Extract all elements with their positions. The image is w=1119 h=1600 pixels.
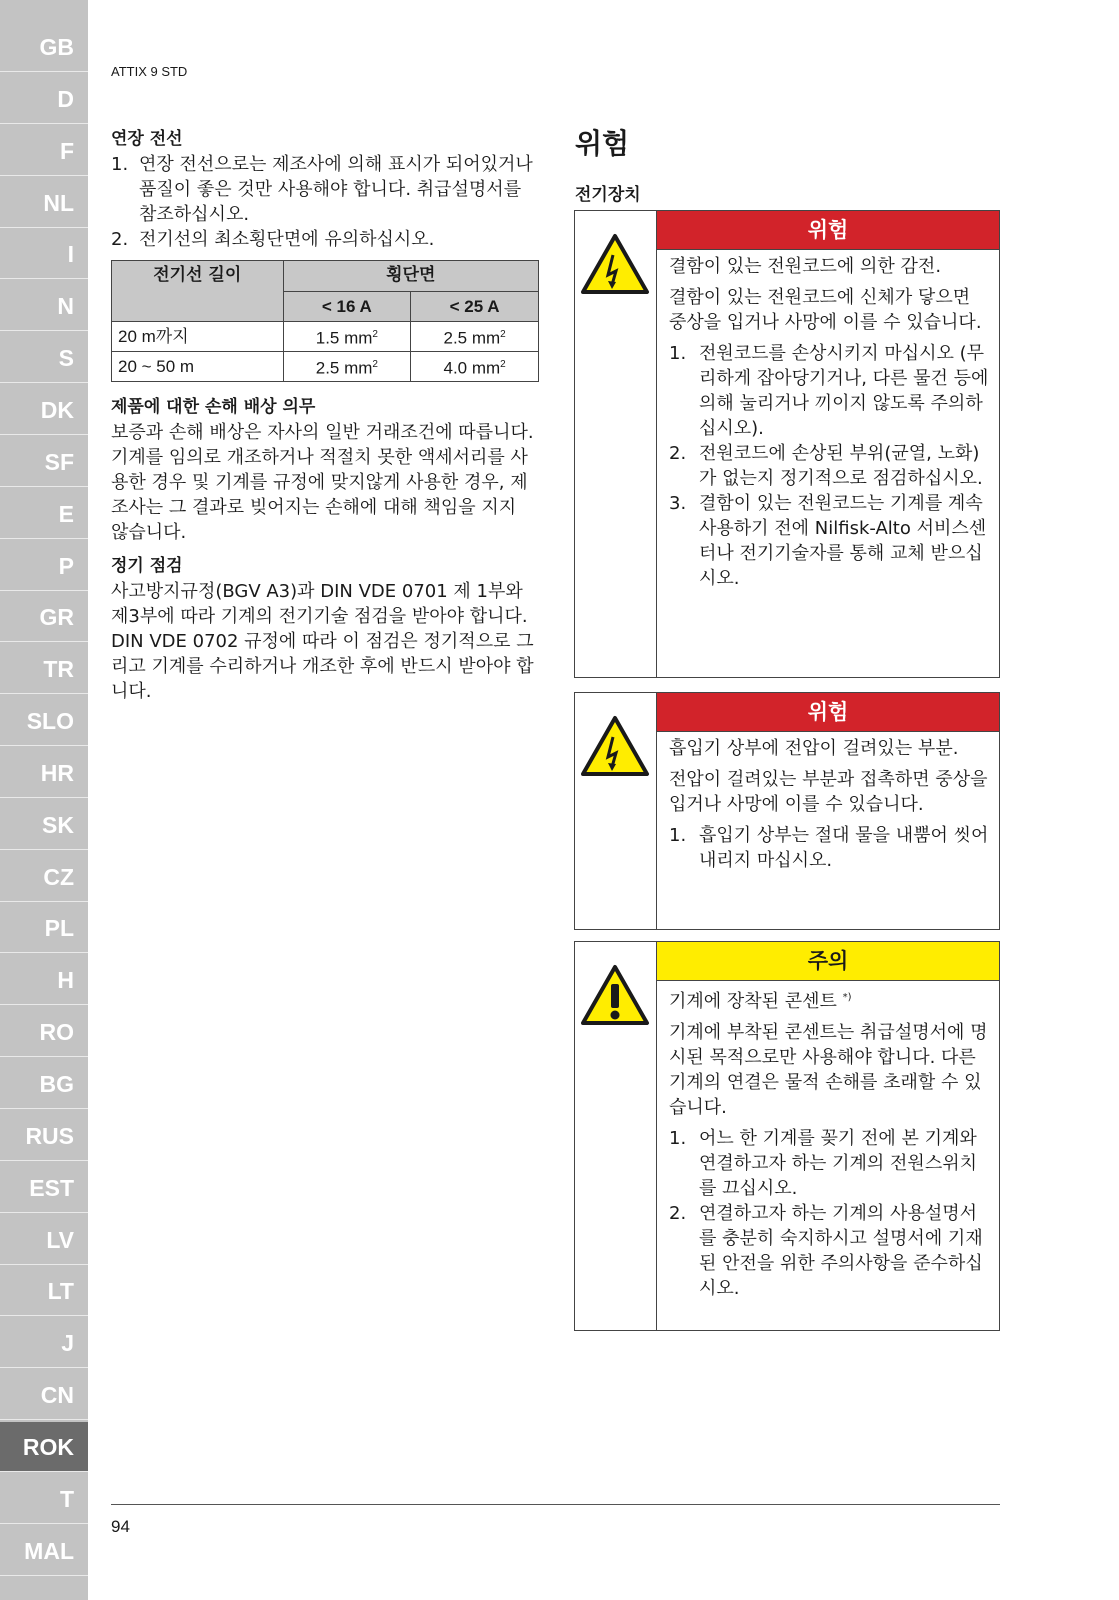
hazard-title: 기계에 장착된 콘센트 *)	[669, 991, 852, 1012]
list-item: 1. 흡입기 상부는 절대 물을 내뿜어 씻어내리지 마십시오.	[669, 825, 989, 871]
liability-text-1: 보증과 손해 배상은 자사의 일반 거래조건에 따릅니다.	[111, 422, 534, 443]
hazard-consequence: 결함이 있는 전원코드에 신체가 닿으면 중상을 입거나 사망에 이를 수 있습니다.	[669, 287, 982, 333]
language-tab-slo[interactable]: SLO	[0, 696, 88, 746]
language-tab-sk[interactable]: SK	[0, 800, 88, 850]
language-tab-est[interactable]: EST	[0, 1163, 88, 1213]
liability-title: 제품에 대한 손해 배상 의무	[111, 397, 316, 417]
language-tab-cz[interactable]: CZ	[0, 852, 88, 902]
cable-cross-section-table	[111, 260, 539, 382]
language-tab-t[interactable]: T	[0, 1474, 88, 1524]
col-header-16a: < 16 A	[283, 291, 411, 322]
inspection-text: 사고방지규정(BGV A3)과 DIN VDE 0701 제 1부와 제3부에 따라 기계의 전기기술 점검을 받아야 합니다. DIN VDE 0702 규정에 따라 이 점검은 정기적으로 그리고 기계를 수리하거나 개조한 후에 반드시 받아야 합니다.	[111, 581, 534, 702]
language-tab-nl[interactable]: NL	[0, 178, 88, 228]
language-tab-gr[interactable]: GR	[0, 592, 88, 642]
language-tab-n[interactable]: N	[0, 281, 88, 331]
list-item: 2. 전기선의 최소횡단면에 유의하십시오.	[111, 229, 435, 250]
model-header: ATTIX 9 STD	[111, 64, 188, 79]
high-voltage-warning-icon	[580, 715, 650, 777]
danger-box-power-cord	[574, 210, 1000, 678]
liability-text-2: 기계를 임의로 개조하거나 적절치 못한 액세서리를 사용한 경우 및 기계를 규정에 맞지않게 사용한 경우, 제조사는 그 결과로 빚어지는 손해에 대해 책임을 지지 않습니다.	[111, 447, 528, 543]
language-tab-f[interactable]: F	[0, 126, 88, 176]
language-tab-s[interactable]: S	[0, 333, 88, 383]
language-tab-j[interactable]: J	[0, 1318, 88, 1368]
language-tab-gb[interactable]: GB	[0, 22, 88, 72]
language-sidebar	[0, 0, 88, 1600]
language-tab-ro[interactable]: RO	[0, 1007, 88, 1057]
high-voltage-warning-icon	[580, 233, 650, 295]
table-row: 20 m까지 1.5 $mm^2$ 2.5 $mm^2$	[112, 322, 539, 352]
measures-list	[669, 1126, 991, 1301]
col-header-length: 전기선 길이	[112, 261, 284, 322]
left-column	[111, 126, 539, 704]
language-tab-p[interactable]: P	[0, 541, 88, 591]
danger-label: 위험	[657, 693, 999, 732]
inspection-title: 정기 점검	[111, 556, 183, 576]
hazard-title: 결함이 있는 전원코드에 의한 감전.	[669, 256, 942, 277]
col-header-cross-section: 횡단면	[283, 261, 539, 292]
language-tab-rok[interactable]: ROK	[0, 1422, 88, 1472]
measures-list	[669, 823, 991, 873]
hazard-consequence: 전압이 걸려있는 부분과 접촉하면 중상을 입거나 사망에 이를 수 있습니다.	[669, 769, 988, 815]
caution-box-socket	[574, 941, 1000, 1331]
language-tab-bg[interactable]: BG	[0, 1059, 88, 1109]
language-tab-pl[interactable]: PL	[0, 903, 88, 953]
danger-box-live-parts	[574, 692, 1000, 930]
list-item: 1. 전원코드를 손상시키지 마십시오 (무리하게 잡아당기거나, 다른 물건 등에 의해 눌리거나 끼이지 않도록 주의하십시오).	[669, 343, 989, 439]
col-header-25a: < 25 A	[411, 291, 539, 322]
footer-divider	[111, 1504, 1000, 1505]
language-tab-sf[interactable]: SF	[0, 437, 88, 487]
table-row: 20 ~ 50 m 2.5 $mm^2$ 4.0 $mm^2$	[112, 352, 539, 382]
language-tab-i[interactable]: I	[0, 229, 88, 279]
page-number: 94	[111, 1517, 130, 1536]
language-tab-d[interactable]: D	[0, 74, 88, 124]
list-item: 2. 연결하고자 하는 기계의 사용설명서를 충분히 숙지하시고 설명서에 기재된 안전을 위한 주의사항을 준수하십시오.	[669, 1203, 983, 1299]
language-tab-e[interactable]: E	[0, 489, 88, 539]
list-item: 1. 연장 전선으로는 제조사에 의해 표시가 되어있거나 품질이 좋은 것만 사용해야 합니다. 취급설명서를 참조하십시오.	[111, 154, 533, 225]
page-title: 위험	[575, 127, 630, 160]
language-tab-rus[interactable]: RUS	[0, 1111, 88, 1161]
extension-list	[111, 152, 539, 252]
list-item: 2. 전원코드에 손상된 부위(균열, 노화)가 없는지 정기적으로 점검하십시오.	[669, 443, 983, 489]
hazard-consequence: 기계에 부착된 콘센트는 취급설명서에 명시된 목적으로만 사용해야 합니다. 다른 기계의 연결은 물적 손해를 초래할 수 있습니다.	[669, 1022, 988, 1118]
language-tab-lt[interactable]: LT	[0, 1266, 88, 1316]
general-warning-icon	[580, 964, 650, 1026]
list-item: 3. 결함이 있는 전원코드는 기계를 계속 사용하기 전에 Nilfisk-Alto 서비스센터나 전기기술자를 통해 교체 받으십시오.	[669, 493, 987, 589]
hazard-title: 흡입기 상부에 전압이 걸려있는 부분.	[669, 738, 959, 759]
language-tab-hr[interactable]: HR	[0, 748, 88, 798]
caution-label: 주의	[657, 942, 999, 981]
language-tab-mal[interactable]: MAL	[0, 1526, 88, 1576]
language-tab-lv[interactable]: LV	[0, 1215, 88, 1265]
language-tab-h[interactable]: H	[0, 955, 88, 1005]
measures-list	[669, 341, 991, 591]
language-tab-dk[interactable]: DK	[0, 385, 88, 435]
extension-title: 연장 전선	[111, 129, 183, 149]
section-title: 전기장치	[575, 185, 641, 205]
danger-label: 위험	[657, 211, 999, 250]
language-tab-cn[interactable]: CN	[0, 1370, 88, 1420]
list-item: 1. 어느 한 기계를 꽂기 전에 본 기계와 연결하고자 하는 기계의 전원스위치를 끄십시오.	[669, 1128, 977, 1199]
language-tab-tr[interactable]: TR	[0, 644, 88, 694]
